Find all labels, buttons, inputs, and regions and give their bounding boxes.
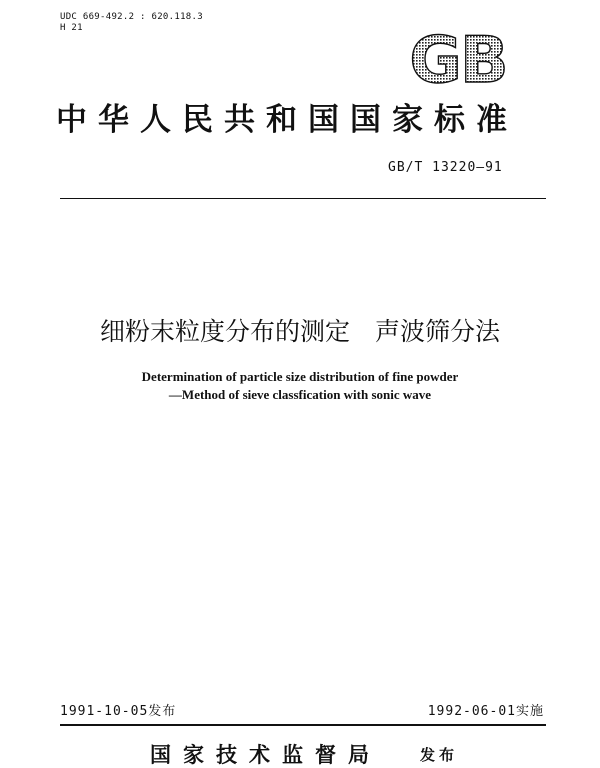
document-title-en <box>0 368 600 404</box>
document-title-en-line1: Determination of particle size distribution of fine powder <box>141 369 459 384</box>
gb-logo <box>398 30 518 88</box>
standard-number: GB/T 13220—91 <box>388 160 503 175</box>
standard-category-title: 中华人民共和国国家标准 <box>56 102 518 138</box>
publisher-name: 国家技术监督局 <box>150 742 381 767</box>
document-title-en-line2: —Method of sieve classfication with sonic wave <box>168 387 432 402</box>
publish-label: 发布 <box>420 746 459 764</box>
document-title-cn: 细粉末粒度分布的测定 声波筛分法 <box>99 317 500 346</box>
classification-code: H 21 <box>60 23 83 33</box>
gb-logo-text: GB <box>409 30 507 88</box>
udc-block <box>60 12 203 34</box>
bottom-divider <box>60 724 546 726</box>
top-divider <box>60 198 546 199</box>
implementation-date: 1992-06-01实施 <box>427 704 544 719</box>
issue-date: 1991-10-05发布 <box>60 704 177 719</box>
udc-code: UDC 669-492.2 : 620.118.3 <box>60 12 203 22</box>
